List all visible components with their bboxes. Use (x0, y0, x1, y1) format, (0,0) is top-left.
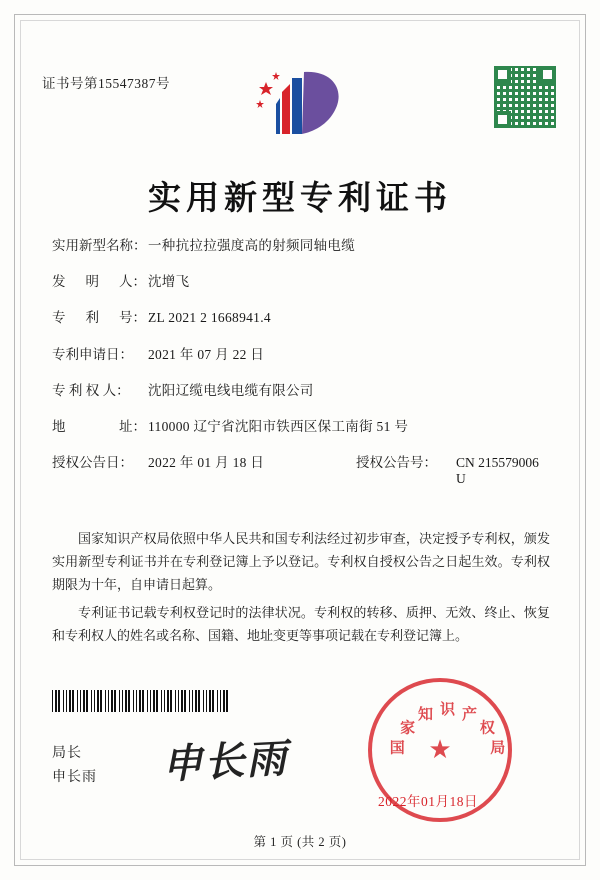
field-value: 一种抗拉拉强度高的射频同轴电缆 (148, 238, 355, 253)
seal-char: 知 (418, 704, 434, 723)
page-footer: 第 1 页 (共 2 页) (253, 835, 347, 849)
field-label: 实用新型名称： (52, 238, 147, 253)
seal-char: 家 (400, 718, 416, 737)
field-label-char: 明 (85, 274, 99, 290)
field-value: 沈阳辽缆电线电缆有限公司 (148, 382, 314, 398)
field-label-secondary: 授权公告号： (356, 455, 437, 471)
field-row-patent-number (52, 310, 548, 326)
field-label-char: 址： (119, 418, 146, 434)
field-value: 2022 年 01 月 18 日 (148, 455, 265, 471)
national-emblem-icon: ★ (428, 735, 452, 764)
field-label-char: 号： (119, 310, 146, 326)
seal-date: 2022年01月18日 (378, 794, 478, 809)
field-row-address (52, 419, 548, 435)
field-label (52, 419, 148, 435)
field-label: 专 利 权 人： (52, 382, 130, 398)
field-value: 110000 辽宁省沈阳市铁西区保工南街 51 号 (148, 418, 409, 434)
qr-code-icon (494, 66, 556, 128)
field-label-char: 人： (119, 274, 146, 290)
field-row-grant-announcement (52, 455, 548, 487)
field-label: 授权公告日： (52, 455, 133, 471)
field-list (52, 238, 548, 508)
signature-title (52, 742, 97, 790)
field-row-name (52, 238, 548, 254)
field-value: ZL 2021 2 1668941.4 (148, 310, 271, 326)
field-label-char: 利 (85, 310, 99, 326)
legal-paragraph-2: 专利证书记载专利权登记时的法律状况。专利权的转移、质押、无效、终止、恢复和专利权人的姓名或名称、国籍、地址变更等事项记载在专利登记簿上。 (52, 605, 550, 643)
field-label (52, 310, 148, 326)
legal-text (52, 528, 550, 654)
field-label: 专利申请日： (52, 346, 133, 362)
signature-title-line1: 局长 (52, 746, 82, 761)
qr-finder-bottom-left (494, 111, 511, 128)
field-value: 沈增飞 (148, 274, 190, 290)
page-title: 实用新型专利证书 (148, 178, 452, 217)
legal-paragraph-1: 国家知识产权局依照中华人民共和国专利法经过初步审查，决定授予专利权，颁发实用新型专利证书并在专利登记簿上予以登记。专利权自授权公告之日起生效。专利权期限为十年，自申请日起算。 (52, 531, 550, 592)
signature-title-line2: 申长雨 (52, 769, 97, 785)
field-label-char: 发 (52, 274, 66, 290)
field-row-application-date (52, 347, 548, 363)
field-value: 2021 年 07 月 22 日 (148, 346, 265, 362)
field-row-inventor (52, 274, 548, 290)
handwritten-signature: 申长雨 (161, 734, 290, 789)
seal-char: 国 (389, 738, 405, 757)
seal-char: 权 (479, 718, 495, 737)
seal-char: 识 (440, 700, 456, 718)
field-label-char: 专 (52, 310, 66, 326)
seal-char: 局 (490, 738, 506, 757)
barcode-icon (52, 690, 230, 712)
field-label (52, 274, 148, 290)
field-row-patentee (52, 383, 548, 399)
field-value-secondary: CN 215579006 U (456, 455, 539, 487)
cnipa-logo-icon (246, 62, 356, 144)
certificate-number: 证书号第15547387号 (42, 76, 170, 91)
field-label-char: 地 (52, 418, 66, 434)
seal-char: 产 (461, 704, 477, 723)
